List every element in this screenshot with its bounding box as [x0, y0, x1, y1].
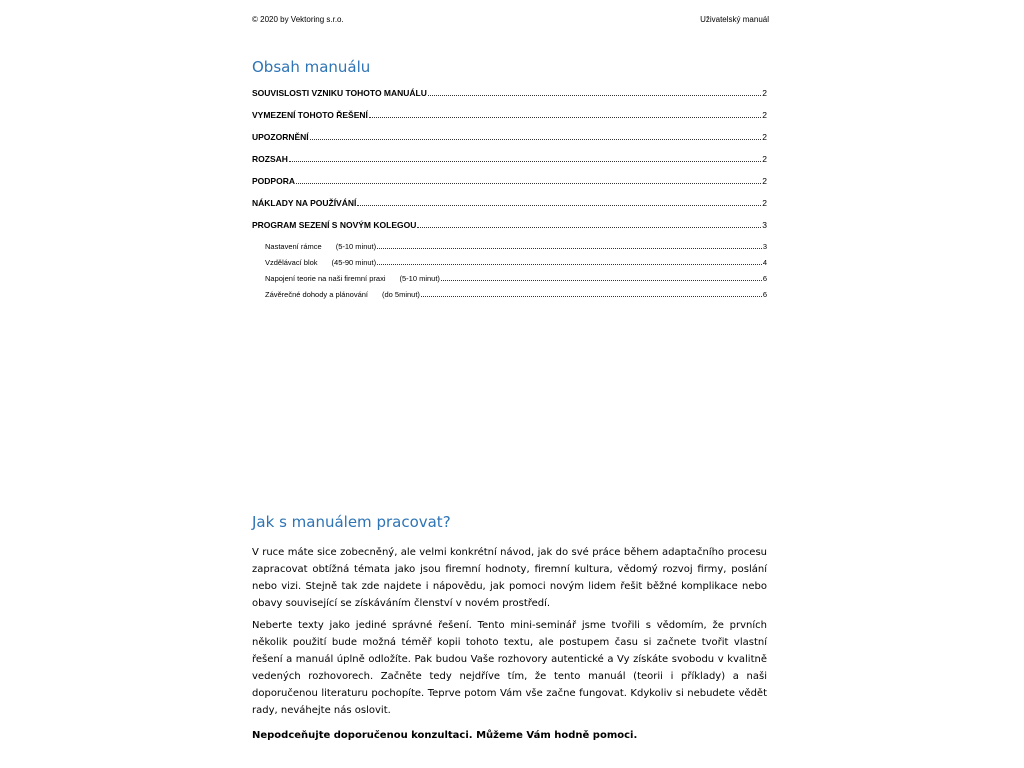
body-paragraph-consultation: Nepodceňujte doporučenou konzultaci. Můžeme Vám hodně pomoci.: [252, 730, 638, 741]
howto-heading: Jak s manuálem pracovat?: [252, 513, 451, 531]
toc-subentry-label: Závěrečné dohody a plánování: [265, 290, 368, 299]
toc-entry[interactable]: [252, 110, 767, 120]
toc-entry-label: NÁKLADY NA POUŽÍVÁNÍ: [252, 198, 357, 208]
toc-subentry-label: Napojení teorie na naši firemní praxi: [265, 274, 386, 283]
toc-subentry[interactable]: [265, 242, 767, 251]
toc-entry-page: 2: [762, 132, 767, 142]
toc-leader: [377, 242, 762, 249]
toc-leader: [369, 111, 761, 118]
toc-entry[interactable]: [252, 132, 767, 142]
toc-entry-label: VYMEZENÍ TOHOTO ŘEŠENÍ: [252, 110, 368, 120]
toc-subentry-label: Vzdělávací blok: [265, 258, 318, 267]
toc-leader: [310, 133, 762, 140]
toc-entry[interactable]: [252, 88, 767, 98]
toc-subentry-duration: (5-10 minut): [335, 242, 377, 251]
toc-entry-page: 2: [762, 176, 767, 186]
toc-subentry-label: Nastavení rámce: [265, 242, 322, 251]
toc-leader: [296, 177, 761, 184]
toc-subentry[interactable]: [265, 258, 767, 267]
body-paragraph-usage: Neberte texty jako jediné správné řešení. Tento mini-seminář jsme tvořili s vědomím, že prvních několik použití bude možná téměř kopii tohoto textu, ale postupem času si začnete tvořit vlastní řešení a manuál úplně odložíte. Pak budou Vaše rozhovory autentické a Vy získáte svobodu v kvalitně vedených rozhovorech. Začněte tedy nejdříve tím, že tento manuál (teorii i příklady) a naši doporučenou literaturu pochopíte. Teprve potom Vám vše začne fungovat. Kdykoliv si nebudete vědět rady, neváhejte nás oslovit.: [252, 620, 767, 716]
toc-entry[interactable]: [252, 198, 767, 208]
toc-subentry-duration: (45-90 minut): [331, 258, 377, 267]
toc-subentry-page: 6: [762, 290, 767, 299]
toc-subentry-duration: (5-10 minut): [399, 274, 440, 283]
toc-leader: [421, 290, 762, 297]
toc-leader: [441, 274, 762, 281]
toc-subentry-page: 6: [762, 274, 767, 283]
toc-leader: [428, 89, 761, 96]
toc-subentry-duration: (do 5minut): [382, 290, 420, 299]
toc-subentry-page: 3: [762, 242, 767, 251]
toc-leader: [417, 221, 761, 228]
header-manual-title: Uživatelský manuál: [700, 15, 769, 24]
body-paragraph-intro: V ruce máte sice zobecněný, ale velmi konkrétní návod, jak do své práce během adaptačního procesu zapracovat obtížná témata jako jsou firemní hodnoty, firemní kultura, vědomý rozvoj firmy, poslání nebo vizi. Stejně tak zde najdete i nápovědu, jak pomoci novým lidem řešit běžné komplikace nebo obavy související se získáváním členství v novém prostředí.: [252, 547, 767, 609]
toc-entry-label: PROGRAM SEZENÍ S NOVÝM KOLEGOU: [252, 220, 417, 230]
header-copyright: © 2020 by Vektoring s.r.o.: [252, 15, 344, 24]
toc-entry-label: ROZSAH: [252, 154, 288, 164]
toc-leader: [377, 258, 762, 265]
toc-entry-page: 3: [762, 220, 767, 230]
toc-entry-label: UPOZORNĚNÍ: [252, 132, 309, 142]
toc-leader: [357, 199, 761, 206]
toc-subentry[interactable]: [265, 290, 767, 299]
toc-entry-page: 2: [762, 88, 767, 98]
toc-entry[interactable]: [252, 154, 767, 164]
toc-entry-page: 2: [762, 198, 767, 208]
toc-entry-page: 2: [762, 110, 767, 120]
toc-entry[interactable]: [252, 176, 767, 186]
toc-entry-label: PODPORA: [252, 176, 295, 186]
toc-subentry[interactable]: [265, 274, 767, 283]
toc-leader: [289, 155, 761, 162]
toc-entry[interactable]: [252, 220, 767, 230]
toc-heading: Obsah manuálu: [252, 58, 371, 76]
toc-subentry-page: 4: [762, 258, 767, 267]
toc-entry-page: 2: [762, 154, 767, 164]
toc-entry-label: SOUVISLOSTI VZNIKU TOHOTO MANUÁLU: [252, 88, 427, 98]
